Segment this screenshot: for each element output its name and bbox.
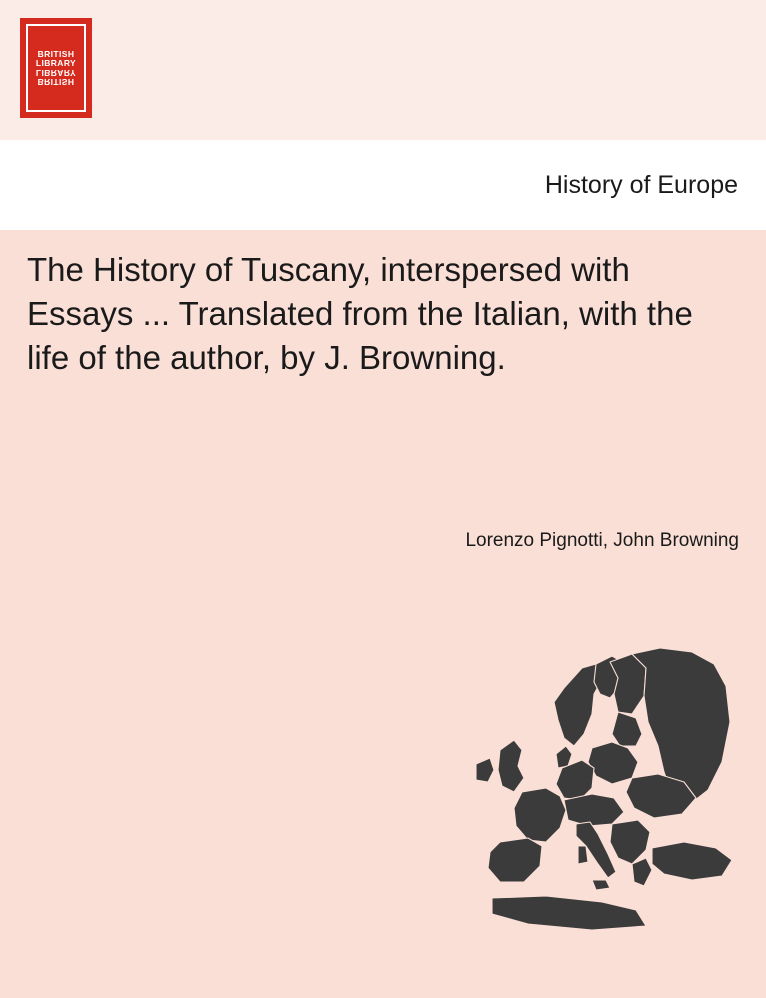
- british-library-logo: [20, 18, 92, 118]
- book-author: Lorenzo Pignotti, John Browning: [465, 530, 739, 551]
- top-band: [0, 0, 766, 140]
- logo-line-1: BRITISH: [37, 49, 75, 60]
- cover-body: [0, 230, 766, 998]
- subject-band: [0, 140, 766, 230]
- logo-line-2-mirrored: LIBRARY: [35, 67, 77, 78]
- subject-label: History of Europe: [544, 170, 738, 199]
- logo-line-2: LIBRARY: [35, 58, 77, 69]
- book-title: The History of Tuscany, interspersed with Essays ... Translated from the Italian, with the life of the author, by J. Browning.: [27, 251, 693, 376]
- logo-line-1-mirrored: BRITISH: [37, 76, 75, 87]
- europe-map: [396, 642, 756, 972]
